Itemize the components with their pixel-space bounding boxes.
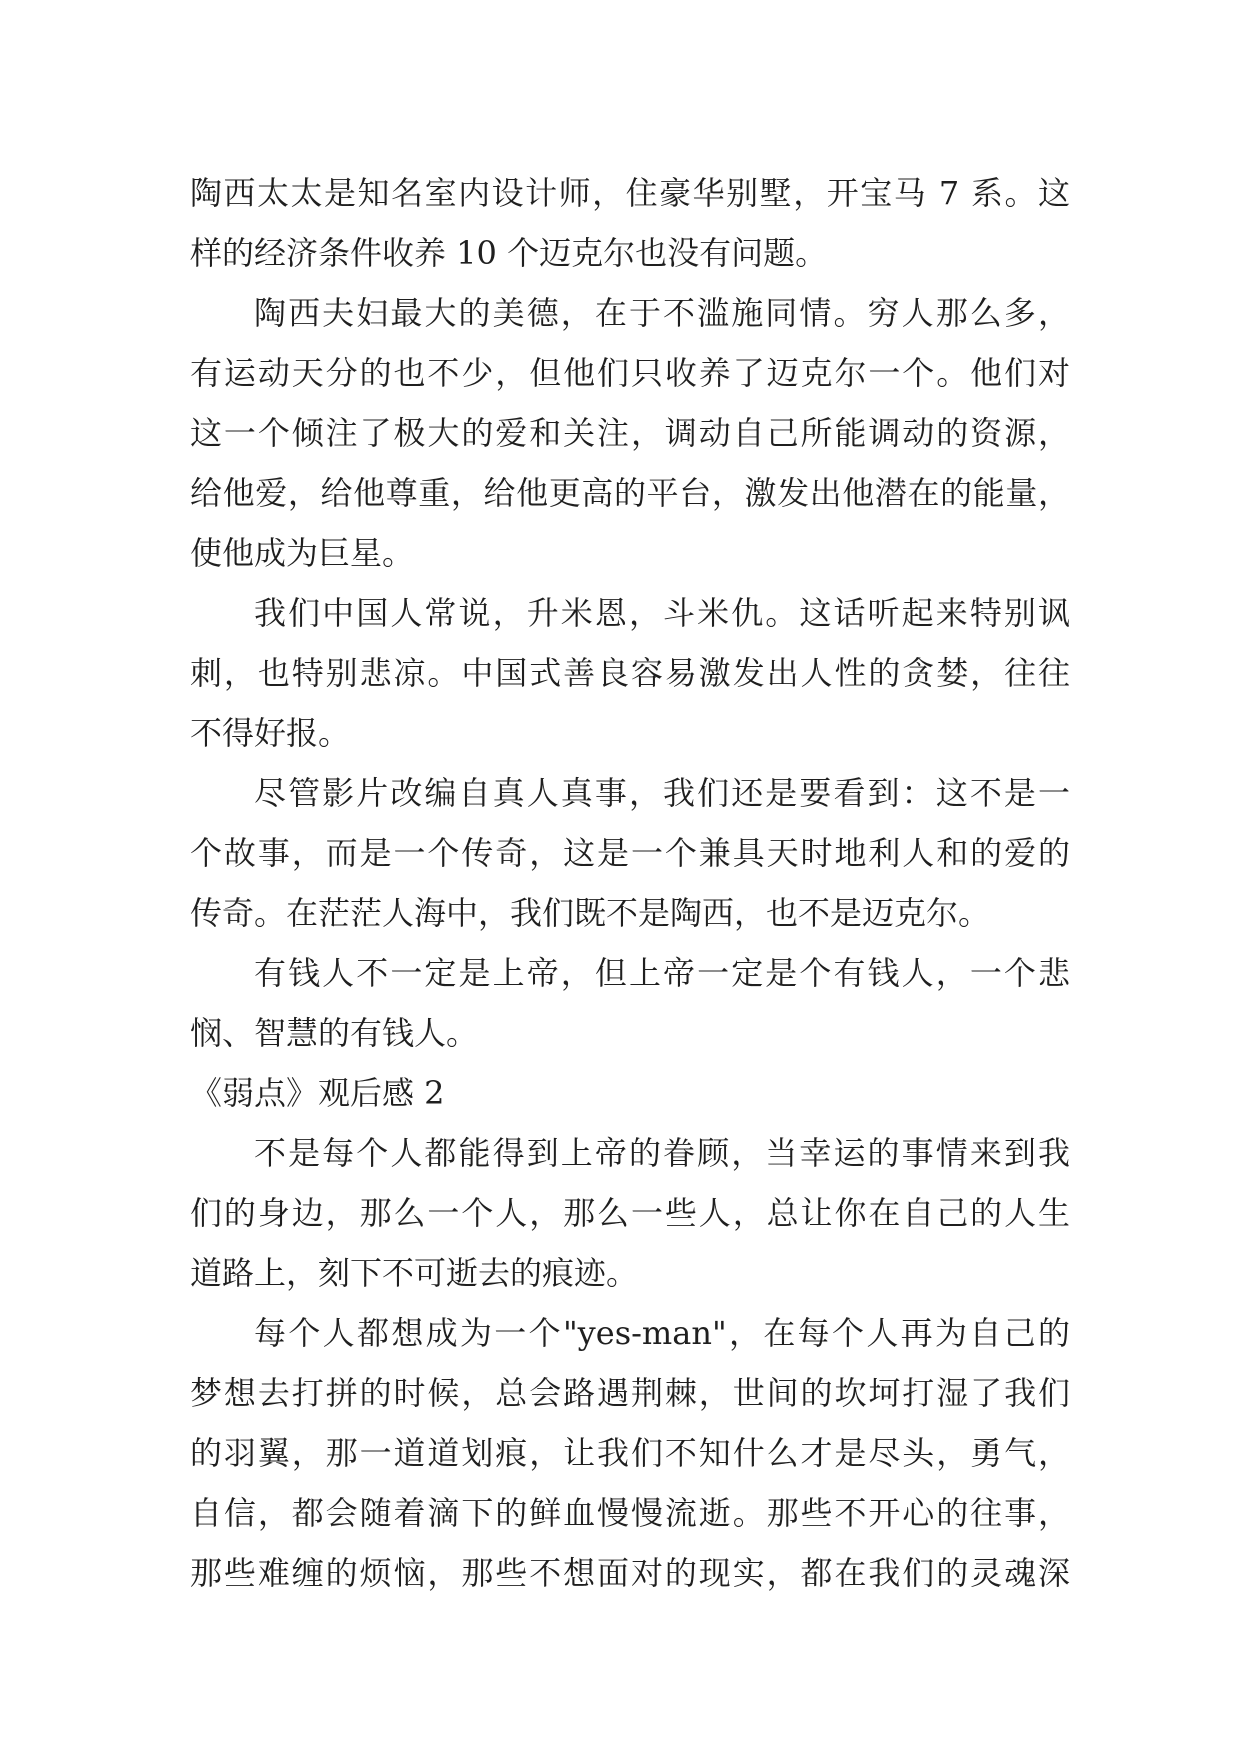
text-line: 我们中国人常说，升米恩，斗米仇。这话听起来特别讽 <box>254 594 1070 632</box>
document-body <box>190 163 1070 1603</box>
text-line: 刺，也特别悲凉。中国式善良容易激发出人性的贪婪，往往 <box>190 654 1070 692</box>
text-line: 个故事，而是一个传奇，这是一个兼具天时地利人和的爱的 <box>190 834 1070 872</box>
text-line: 这一个倾注了极大的爱和关注，调动自己所能调动的资源， <box>190 414 1070 452</box>
text-line: 悯、智慧的有钱人。 <box>190 1014 479 1052</box>
section-heading: 《弱点》观后感 2 <box>190 1074 445 1112</box>
text-line: 不是每个人都能得到上帝的眷顾，当幸运的事情来到我 <box>254 1134 1070 1172</box>
text-line: 们的身边，那么一个人，那么一些人，总让你在自己的人生 <box>190 1194 1070 1232</box>
text-line: 的羽翼，那一道道划痕，让我们不知什么才是尽头，勇气， <box>190 1434 1070 1472</box>
text-line: 给他爱，给他尊重，给他更高的平台，激发出他潜在的能量， <box>190 474 1070 512</box>
text-line: 那些难缠的烦恼，那些不想面对的现实，都在我们的灵魂深 <box>190 1554 1070 1592</box>
text-line: 陶西夫妇最大的美德，在于不滥施同情。穷人那么多， <box>254 294 1070 332</box>
text-line: 有钱人不一定是上帝，但上帝一定是个有钱人，一个悲 <box>254 954 1070 992</box>
text-line: 梦想去打拼的时候，总会路遇荆棘，世间的坎坷打湿了我们 <box>190 1374 1070 1412</box>
text-line: 尽管影片改编自真人真事，我们还是要看到：这不是一 <box>254 774 1070 812</box>
text-line: 使他成为巨星。 <box>190 534 415 572</box>
text-line: 每个人都想成为一个"yes-man"，在每个人再为自己的 <box>254 1314 1070 1352</box>
text-line: 自信，都会随着滴下的鲜血慢慢流逝。那些不开心的往事， <box>190 1494 1070 1532</box>
text-line: 样的经济条件收养 10 个迈克尔也没有问题。 <box>190 234 828 272</box>
text-line: 道路上，刻下不可逝去的痕迹。 <box>190 1254 639 1292</box>
text-line: 有运动天分的也不少，但他们只收养了迈克尔一个。他们对 <box>190 354 1070 392</box>
text-line: 不得好报。 <box>190 714 351 752</box>
text-line: 传奇。在茫茫人海中，我们既不是陶西，也不是迈克尔。 <box>190 894 991 932</box>
text-line: 陶西太太是知名室内设计师，住豪华别墅，开宝马 7 系。这 <box>190 174 1070 212</box>
